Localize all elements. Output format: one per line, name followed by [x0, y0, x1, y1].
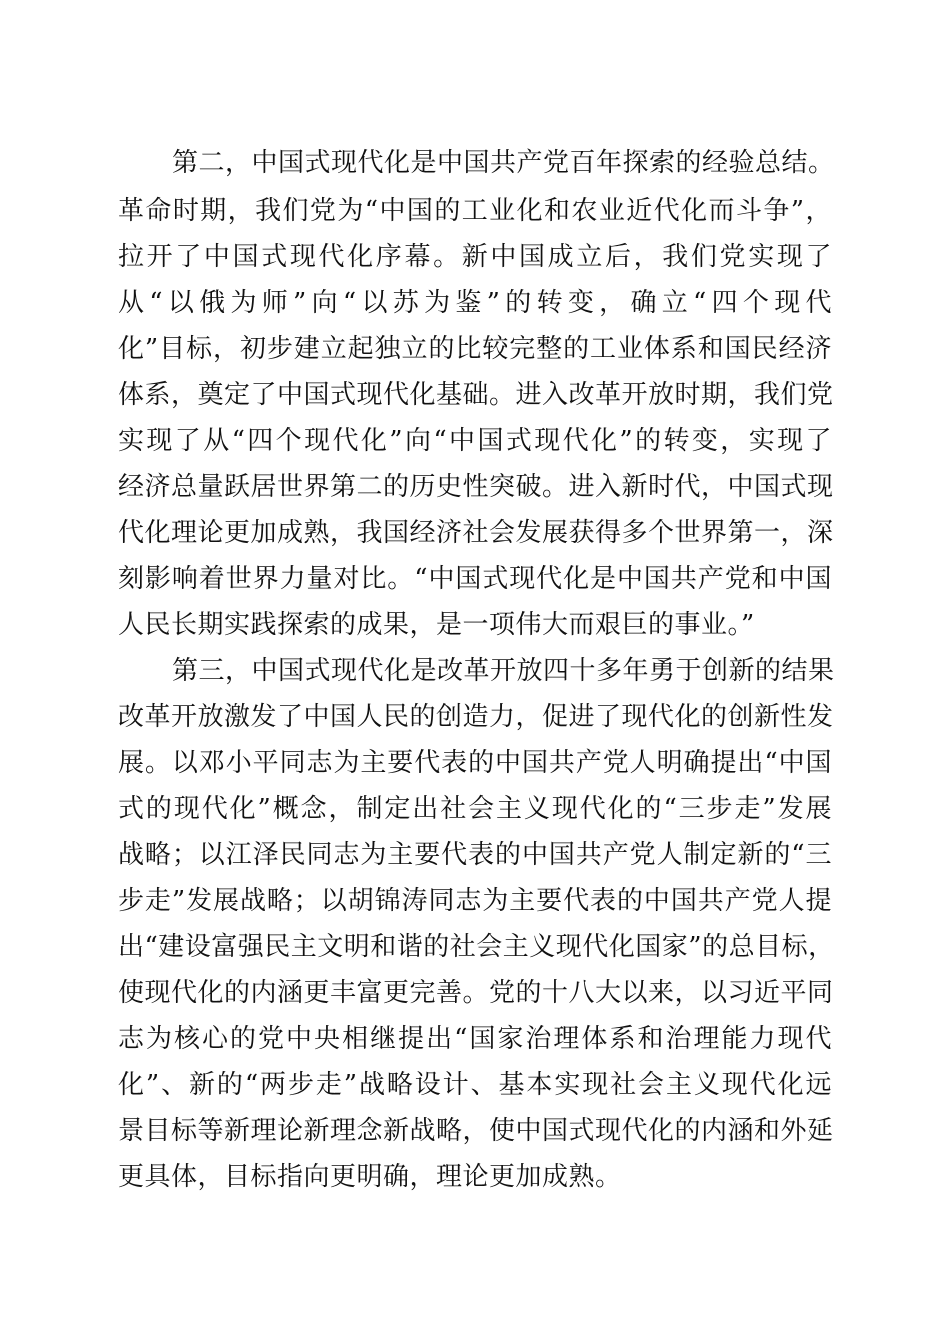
text-line: 化”目标，初步建立起独立的比较完整的工业体系和国民经济	[118, 334, 832, 364]
text-line: 第三，中国式现代化是改革开放四十多年勇于创新的结果	[172, 656, 835, 686]
text-line: 使现代化的内涵更丰富更完善。党的十八大以来，以习近平同	[118, 978, 834, 1008]
text-line: 拉开了中国式现代化序幕。新中国成立后，我们党实现了	[118, 242, 832, 272]
text-line: 更具体，目标指向更明确，理论更加成熟。	[118, 1162, 622, 1192]
text-line: 经济总量跃居世界第二的历史性突破。进入新时代，中国式现	[118, 472, 834, 502]
text-line: 第二，中国式现代化是中国共产党百年探索的经验总结。	[172, 148, 835, 178]
text-line: 展。以邓小平同志为主要代表的中国共产党人明确提出“中国	[118, 748, 832, 778]
text-line: 化”、新的“两步走”战略设计、基本实现社会主义现代化远	[118, 1070, 832, 1100]
text-line: 改革开放激发了中国人民的创造力，促进了现代化的创新性发	[118, 702, 834, 732]
text-line: 人民长期实践探索的成果，是一项伟大而艰巨的事业。”	[118, 610, 755, 640]
text-line: 体系，奠定了中国式现代化基础。进入改革开放时期，我们党	[118, 380, 834, 410]
text-line: 志为核心的党中央相继提出“国家治理体系和治理能力现代	[118, 1024, 832, 1054]
text-line: 景目标等新理论新理念新战略，使中国式现代化的内涵和外延	[118, 1116, 834, 1146]
text-line: 式的现代化”概念，制定出社会主义现代化的“三步走”发展	[118, 794, 832, 824]
text-line: 代化理论更加成熟，我国经济社会发展获得多个世界第一，深	[118, 518, 834, 548]
text-line: 实现了从“四个现代化”向“中国式现代化”的转变，实现了	[118, 426, 832, 456]
text-line: 从“以俄为师”向“以苏为鉴”的转变，确立“四个现代	[118, 288, 832, 318]
text-line: 革命时期，我们党为“中国的工业化和农业近代化而斗争”，	[118, 196, 832, 226]
text-line: 步走”发展战略；以胡锦涛同志为主要代表的中国共产党人提	[118, 886, 832, 916]
text-line: 出“建设富强民主文明和谐的社会主义现代化国家”的总目标，	[118, 932, 835, 962]
text-line: 刻影响着世界力量对比。“中国式现代化是中国共产党和中国	[118, 564, 832, 594]
text-line: 战略；以江泽民同志为主要代表的中国共产党人制定新的“三	[118, 840, 832, 870]
